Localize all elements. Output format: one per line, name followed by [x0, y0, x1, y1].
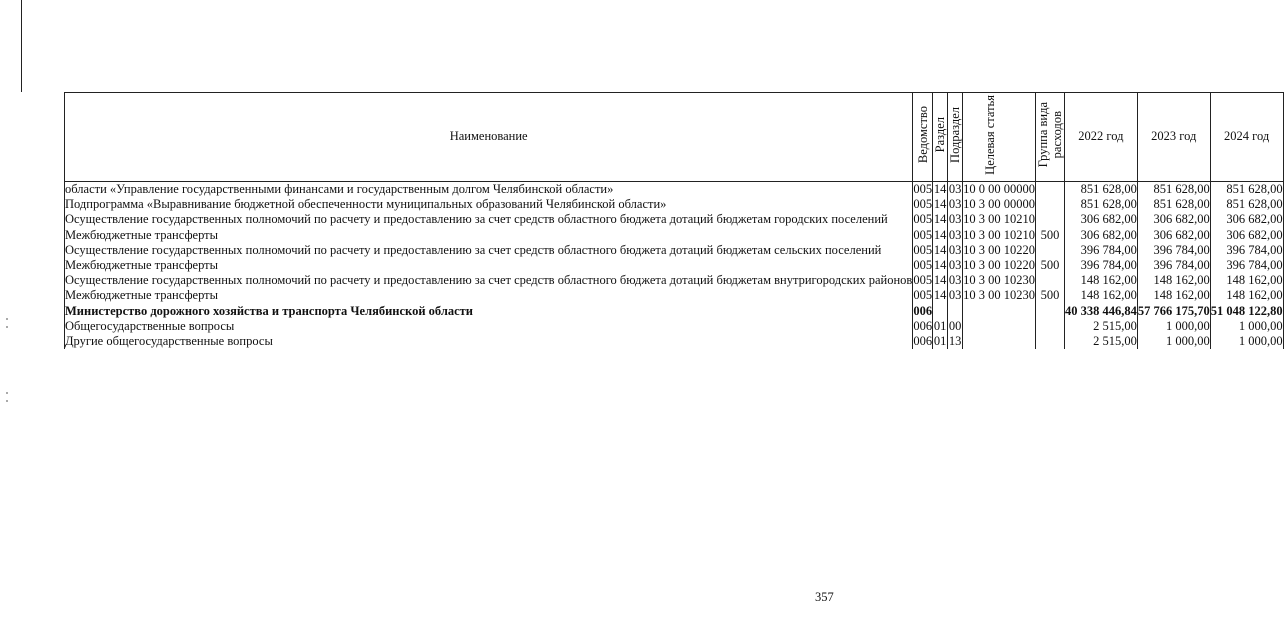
- row-group: 500: [1035, 228, 1064, 243]
- table-row: [65, 334, 1284, 349]
- row-subsection: 03: [948, 212, 962, 227]
- row-section: 14: [933, 288, 947, 303]
- scan-speck: [6, 318, 8, 320]
- row-subsection: 03: [948, 227, 962, 242]
- row-subsection: 03: [948, 197, 962, 212]
- row-2024: 1 000,00: [1210, 334, 1283, 349]
- header-subsection-label: Подраздел: [948, 106, 963, 163]
- table-row: [65, 258, 1284, 273]
- row-2022: 2 515,00: [1064, 334, 1137, 349]
- row-section: 14: [933, 182, 947, 196]
- row-subsection: 03: [948, 258, 962, 273]
- header-2024: 2024 год: [1210, 93, 1283, 182]
- row-2023: 1 000,00: [1137, 334, 1210, 349]
- row-dept: 005: [913, 258, 933, 273]
- row-group: [1035, 304, 1064, 319]
- row-name: Осуществление государственных полномочий по расчету и предоставлению за счет средств областного бюджета дотаций бюджетам сельских поселений: [65, 243, 913, 258]
- row-group: [1035, 334, 1064, 349]
- row-2023: 306 682,00: [1137, 228, 1210, 243]
- row-2023: 396 784,00: [1137, 243, 1210, 258]
- header-name: Наименование: [65, 93, 913, 182]
- row-section: 14: [933, 197, 947, 212]
- scan-speck: [6, 326, 8, 328]
- row-2023: 396 784,00: [1137, 258, 1210, 273]
- row-dept: 005: [913, 288, 933, 303]
- row-section: [933, 304, 948, 319]
- row-dept: 005: [913, 182, 933, 196]
- row-target: [963, 304, 1036, 319]
- row-dept: 006: [913, 318, 933, 333]
- row-2024: 851 628,00: [1210, 197, 1283, 212]
- row-2022: 40 338 446,84: [1064, 303, 1137, 318]
- row-2023: 851 628,00: [1137, 182, 1210, 198]
- scan-speck: [6, 400, 8, 402]
- row-section: 01: [933, 334, 947, 349]
- table-header-row: [65, 93, 1284, 182]
- row-2022: 396 784,00: [1064, 243, 1137, 258]
- row-2022: 2 515,00: [1064, 319, 1137, 334]
- header-target-label: Целевая статья: [983, 94, 998, 175]
- table-row: [65, 243, 1284, 258]
- table-row: [65, 228, 1284, 243]
- row-target: 10 3 00 00000: [963, 197, 1035, 212]
- row-section: 14: [933, 273, 947, 288]
- row-target: 10 3 00 10230: [963, 273, 1035, 288]
- row-2023: 148 162,00: [1137, 288, 1210, 303]
- row-subsection: 03: [948, 273, 962, 288]
- row-subsection: [948, 304, 963, 319]
- table-row: [65, 197, 1284, 212]
- row-name: области «Управление государственными финансами и государственным долгом Челябинской области»: [65, 182, 913, 198]
- row-name: Межбюджетные трансферты: [65, 288, 913, 303]
- budget-table: [64, 92, 1284, 349]
- row-2022: 306 682,00: [1064, 212, 1137, 227]
- row-2023: 57 766 175,70: [1137, 303, 1210, 318]
- table-row: [65, 304, 1284, 319]
- row-2024: 148 162,00: [1210, 273, 1283, 288]
- row-subsection: 03: [948, 242, 962, 257]
- row-name: Межбюджетные трансферты: [65, 258, 913, 273]
- table-row: [65, 288, 1284, 303]
- row-2023: 306 682,00: [1137, 212, 1210, 227]
- scan-speck: [6, 392, 8, 394]
- header-group-line1: Группа вида: [1035, 102, 1050, 168]
- row-name: Осуществление государственных полномочий по расчету и предоставлению за счет средств областного бюджета дотаций бюджетам внутригородских районов: [65, 273, 913, 288]
- header-group-line2: расходов: [1049, 111, 1064, 159]
- row-2022: 396 784,00: [1064, 258, 1137, 273]
- margin-line: [21, 0, 22, 92]
- row-2024: 851 628,00: [1210, 182, 1283, 198]
- row-name: Общегосударственные вопросы: [65, 319, 913, 334]
- row-name: Другие общегосударственные вопросы: [65, 334, 913, 349]
- table-row: [65, 182, 1284, 198]
- header-group: [1035, 93, 1064, 182]
- row-subsection: 03: [948, 288, 962, 303]
- row-name: Межбюджетные трансферты: [65, 228, 913, 243]
- row-dept: 005: [913, 273, 933, 288]
- row-dept: 005: [913, 242, 933, 257]
- row-2024: 396 784,00: [1210, 258, 1283, 273]
- row-group: [1035, 197, 1064, 212]
- row-2022: 148 162,00: [1064, 273, 1137, 288]
- table-row: [65, 319, 1284, 334]
- row-target: 10 3 00 10220: [963, 242, 1035, 257]
- row-2022: 306 682,00: [1064, 228, 1137, 243]
- row-subsection: 00: [948, 318, 962, 333]
- row-name: Подпрограмма «Выравнивание бюджетной обеспеченности муниципальных образований Челябинской области»: [65, 197, 913, 212]
- row-group: [1035, 273, 1064, 288]
- table-row: [65, 273, 1284, 288]
- row-dept: 005: [913, 227, 933, 242]
- header-section: [933, 93, 948, 182]
- row-target: 10 3 00 10220: [963, 258, 1035, 273]
- row-name: Осуществление государственных полномочий по расчету и предоставлению за счет средств областного бюджета дотаций бюджетам городских поселений: [65, 212, 913, 227]
- row-2022: 851 628,00: [1064, 197, 1137, 212]
- row-subsection: 13: [948, 334, 962, 349]
- row-target: [963, 319, 1036, 334]
- row-target: 10 0 00 00000: [963, 182, 1035, 196]
- header-2022: 2022 год: [1064, 93, 1137, 182]
- row-dept: 006: [913, 303, 933, 318]
- row-2024: 306 682,00: [1210, 228, 1283, 243]
- row-dept: 006: [913, 334, 933, 349]
- page-number: 357: [815, 590, 834, 604]
- row-2022: 851 628,00: [1064, 182, 1137, 198]
- row-2023: 1 000,00: [1137, 319, 1210, 334]
- row-section: 01: [933, 318, 947, 333]
- row-target: [963, 334, 1036, 349]
- header-subsection: [948, 93, 963, 182]
- header-group-label: [1036, 102, 1064, 167]
- table-row: [65, 212, 1284, 227]
- row-group: [1035, 182, 1064, 198]
- row-dept: 005: [913, 212, 933, 227]
- row-target: 10 3 00 10210: [963, 212, 1035, 227]
- row-group: 500: [1035, 258, 1064, 273]
- row-group: [1035, 319, 1064, 334]
- header-dept-label: Ведомство: [915, 106, 930, 164]
- row-2024: 148 162,00: [1210, 288, 1283, 303]
- row-name: Министерство дорожного хозяйства и транспорта Челябинской области: [65, 304, 913, 319]
- row-group: 500: [1035, 288, 1064, 303]
- row-section: 14: [933, 227, 947, 242]
- header-section-label: Раздел: [933, 117, 948, 153]
- row-2024: 306 682,00: [1210, 212, 1283, 227]
- row-2022: 148 162,00: [1064, 288, 1137, 303]
- row-group: [1035, 243, 1064, 258]
- row-2023: 148 162,00: [1137, 273, 1210, 288]
- row-group: [1035, 212, 1064, 227]
- header-target: [963, 93, 1036, 182]
- row-2024: 396 784,00: [1210, 243, 1283, 258]
- row-section: 14: [933, 212, 947, 227]
- row-section: 14: [933, 242, 947, 257]
- header-2023: 2023 год: [1137, 93, 1210, 182]
- row-dept: 005: [913, 197, 933, 212]
- row-section: 14: [933, 258, 947, 273]
- header-dept: [913, 93, 933, 182]
- row-2024: 51 048 122,80: [1210, 303, 1283, 318]
- row-2024: 1 000,00: [1210, 319, 1283, 334]
- row-2023: 851 628,00: [1137, 197, 1210, 212]
- row-subsection: 03: [948, 182, 962, 196]
- row-target: 10 3 00 10230: [963, 288, 1035, 303]
- row-target: 10 3 00 10210: [963, 227, 1035, 242]
